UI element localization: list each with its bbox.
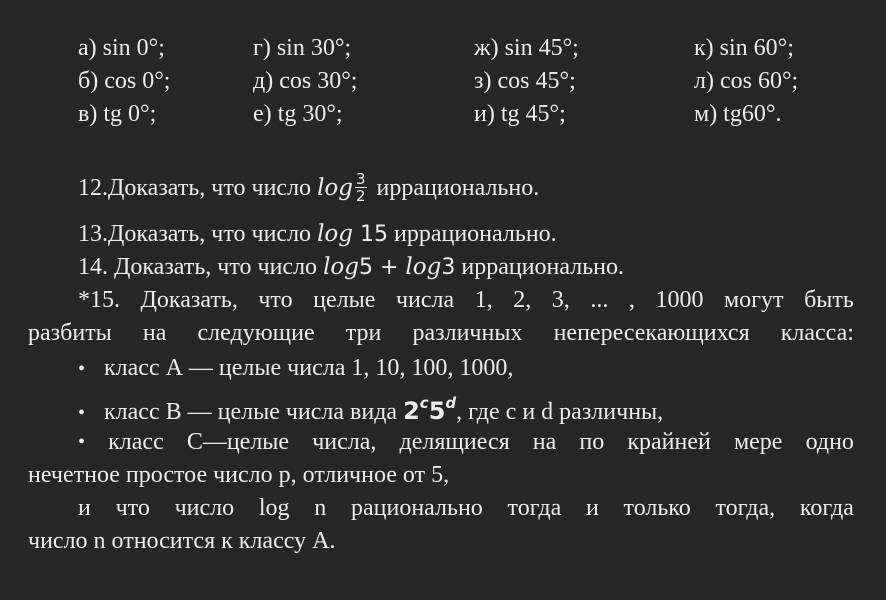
trig-row-tg xyxy=(0,98,886,130)
word: на xyxy=(142,320,167,346)
trig-cell: ж) sin 45°; xyxy=(474,35,579,61)
word: мере xyxy=(733,429,783,455)
problem-12 xyxy=(78,169,540,206)
word: и xyxy=(78,495,91,521)
word: 1000 xyxy=(655,287,704,313)
word: класс xyxy=(108,429,164,455)
bullet-icon: • xyxy=(78,431,86,453)
log-argument: 3 xyxy=(441,255,456,280)
trig-cell: е) tg 30°; xyxy=(253,101,343,127)
trig-cell: к) sin 60°; xyxy=(694,35,794,61)
word: три xyxy=(345,320,382,346)
word: непересекающихся xyxy=(553,320,750,346)
justified-words xyxy=(78,284,854,316)
formula-base: 5 xyxy=(428,397,446,425)
problem-14-suffix: иррационально. xyxy=(455,254,625,280)
formula-base: 2 xyxy=(403,397,420,425)
word: крайней xyxy=(627,429,711,455)
word: разбиты xyxy=(28,320,112,346)
trig-cell: м) tg60°. xyxy=(694,101,782,127)
word: и xyxy=(585,495,599,521)
log-symbol: log xyxy=(405,254,442,280)
word: следующие xyxy=(197,320,315,346)
word: что xyxy=(115,495,150,521)
problem-13 xyxy=(78,218,557,251)
conclusion-text: число n относится к классу А. xyxy=(28,528,336,554)
word: число xyxy=(174,495,235,521)
word: различных xyxy=(412,320,523,346)
word: что xyxy=(258,287,293,313)
bullet-class-c-text: нечетное простое число р, отличное от 5, xyxy=(28,462,450,488)
conclusion-line-1 xyxy=(78,492,854,524)
problem-14 xyxy=(78,251,624,284)
word: , xyxy=(628,287,635,313)
fraction-denominator: 2 xyxy=(356,186,366,205)
formula-exponent: c xyxy=(419,394,429,412)
word: когда xyxy=(799,495,854,521)
bullet-icon: • xyxy=(78,358,86,380)
bullet-class-c-line-2 xyxy=(28,459,449,491)
problem-15-line-2 xyxy=(28,317,854,349)
word: n xyxy=(314,495,327,521)
bullet-icon: • xyxy=(78,402,86,424)
word: 1, xyxy=(474,287,493,313)
trig-cell: б) cos 0°; xyxy=(78,68,171,94)
word: числа, xyxy=(312,429,377,455)
word: только xyxy=(623,495,691,521)
problem-12-prefix: 12.Доказать, что число xyxy=(78,175,318,201)
word: рационально xyxy=(350,495,483,521)
formula-2c5d xyxy=(403,394,457,425)
trig-cell: а) sin 0°; xyxy=(78,35,165,61)
problem-13-suffix: иррационально. xyxy=(388,221,557,247)
log-argument: 15 xyxy=(353,222,388,247)
problem-12-suffix: иррационально. xyxy=(370,175,540,201)
word: Доказать, xyxy=(140,287,238,313)
problem-13-prefix: 13.Доказать, что число xyxy=(78,221,318,247)
word: тогда xyxy=(507,495,562,521)
trig-cell: и) tg 45°; xyxy=(474,101,566,127)
justified-words xyxy=(28,317,854,349)
formula-exponent: d xyxy=(445,394,457,412)
word: тогда, xyxy=(715,495,776,521)
word: класса: xyxy=(780,320,854,346)
word: 2, xyxy=(513,287,532,313)
log-symbol: log xyxy=(317,175,353,201)
problem-15-line-1 xyxy=(78,284,854,316)
trig-cell: л) cos 60°; xyxy=(694,68,799,94)
word: log xyxy=(258,495,290,521)
justified-words xyxy=(78,492,854,524)
trig-row-cos xyxy=(0,65,886,97)
word: *15. xyxy=(78,287,120,313)
log-symbol: log xyxy=(323,254,359,280)
justified-words xyxy=(78,426,854,458)
conclusion-line-2 xyxy=(28,525,335,557)
word: делящиеся xyxy=(399,429,510,455)
fraction-numerator: 3 xyxy=(356,169,366,188)
trig-row-sin xyxy=(0,32,886,64)
word: быть xyxy=(804,287,854,313)
trig-cell: з) cos 45°; xyxy=(474,68,576,94)
bullet-class-b xyxy=(78,389,663,429)
bullet-class-b-suffix: , где с и d различны, xyxy=(456,399,664,425)
word: могут xyxy=(723,287,784,313)
log-argument: 5 + xyxy=(359,255,406,280)
word: числа xyxy=(395,287,455,313)
bullet-class-a-text: класс А — целые числа 1, 10, 100, 1000, xyxy=(104,355,514,381)
word: на xyxy=(532,429,557,455)
log-symbol: log xyxy=(317,221,353,247)
trig-cell: д) cos 30°; xyxy=(253,68,358,94)
bullet-class-c-line-1 xyxy=(78,426,854,458)
trig-cell: г) sin 30°; xyxy=(253,35,352,61)
word: по xyxy=(579,429,605,455)
word: одно xyxy=(805,429,854,455)
trig-cell: в) tg 0°; xyxy=(78,101,157,127)
word: 3, xyxy=(551,287,570,313)
word: С—целые xyxy=(186,429,290,455)
bullet-class-a xyxy=(78,352,513,385)
fraction xyxy=(355,171,367,204)
word: целые xyxy=(313,287,376,313)
problem-14-prefix: 14. Доказать, что число xyxy=(78,254,324,280)
bullet-class-b-prefix: класс В — целые числа вида xyxy=(104,399,404,425)
word: ... xyxy=(590,287,609,313)
